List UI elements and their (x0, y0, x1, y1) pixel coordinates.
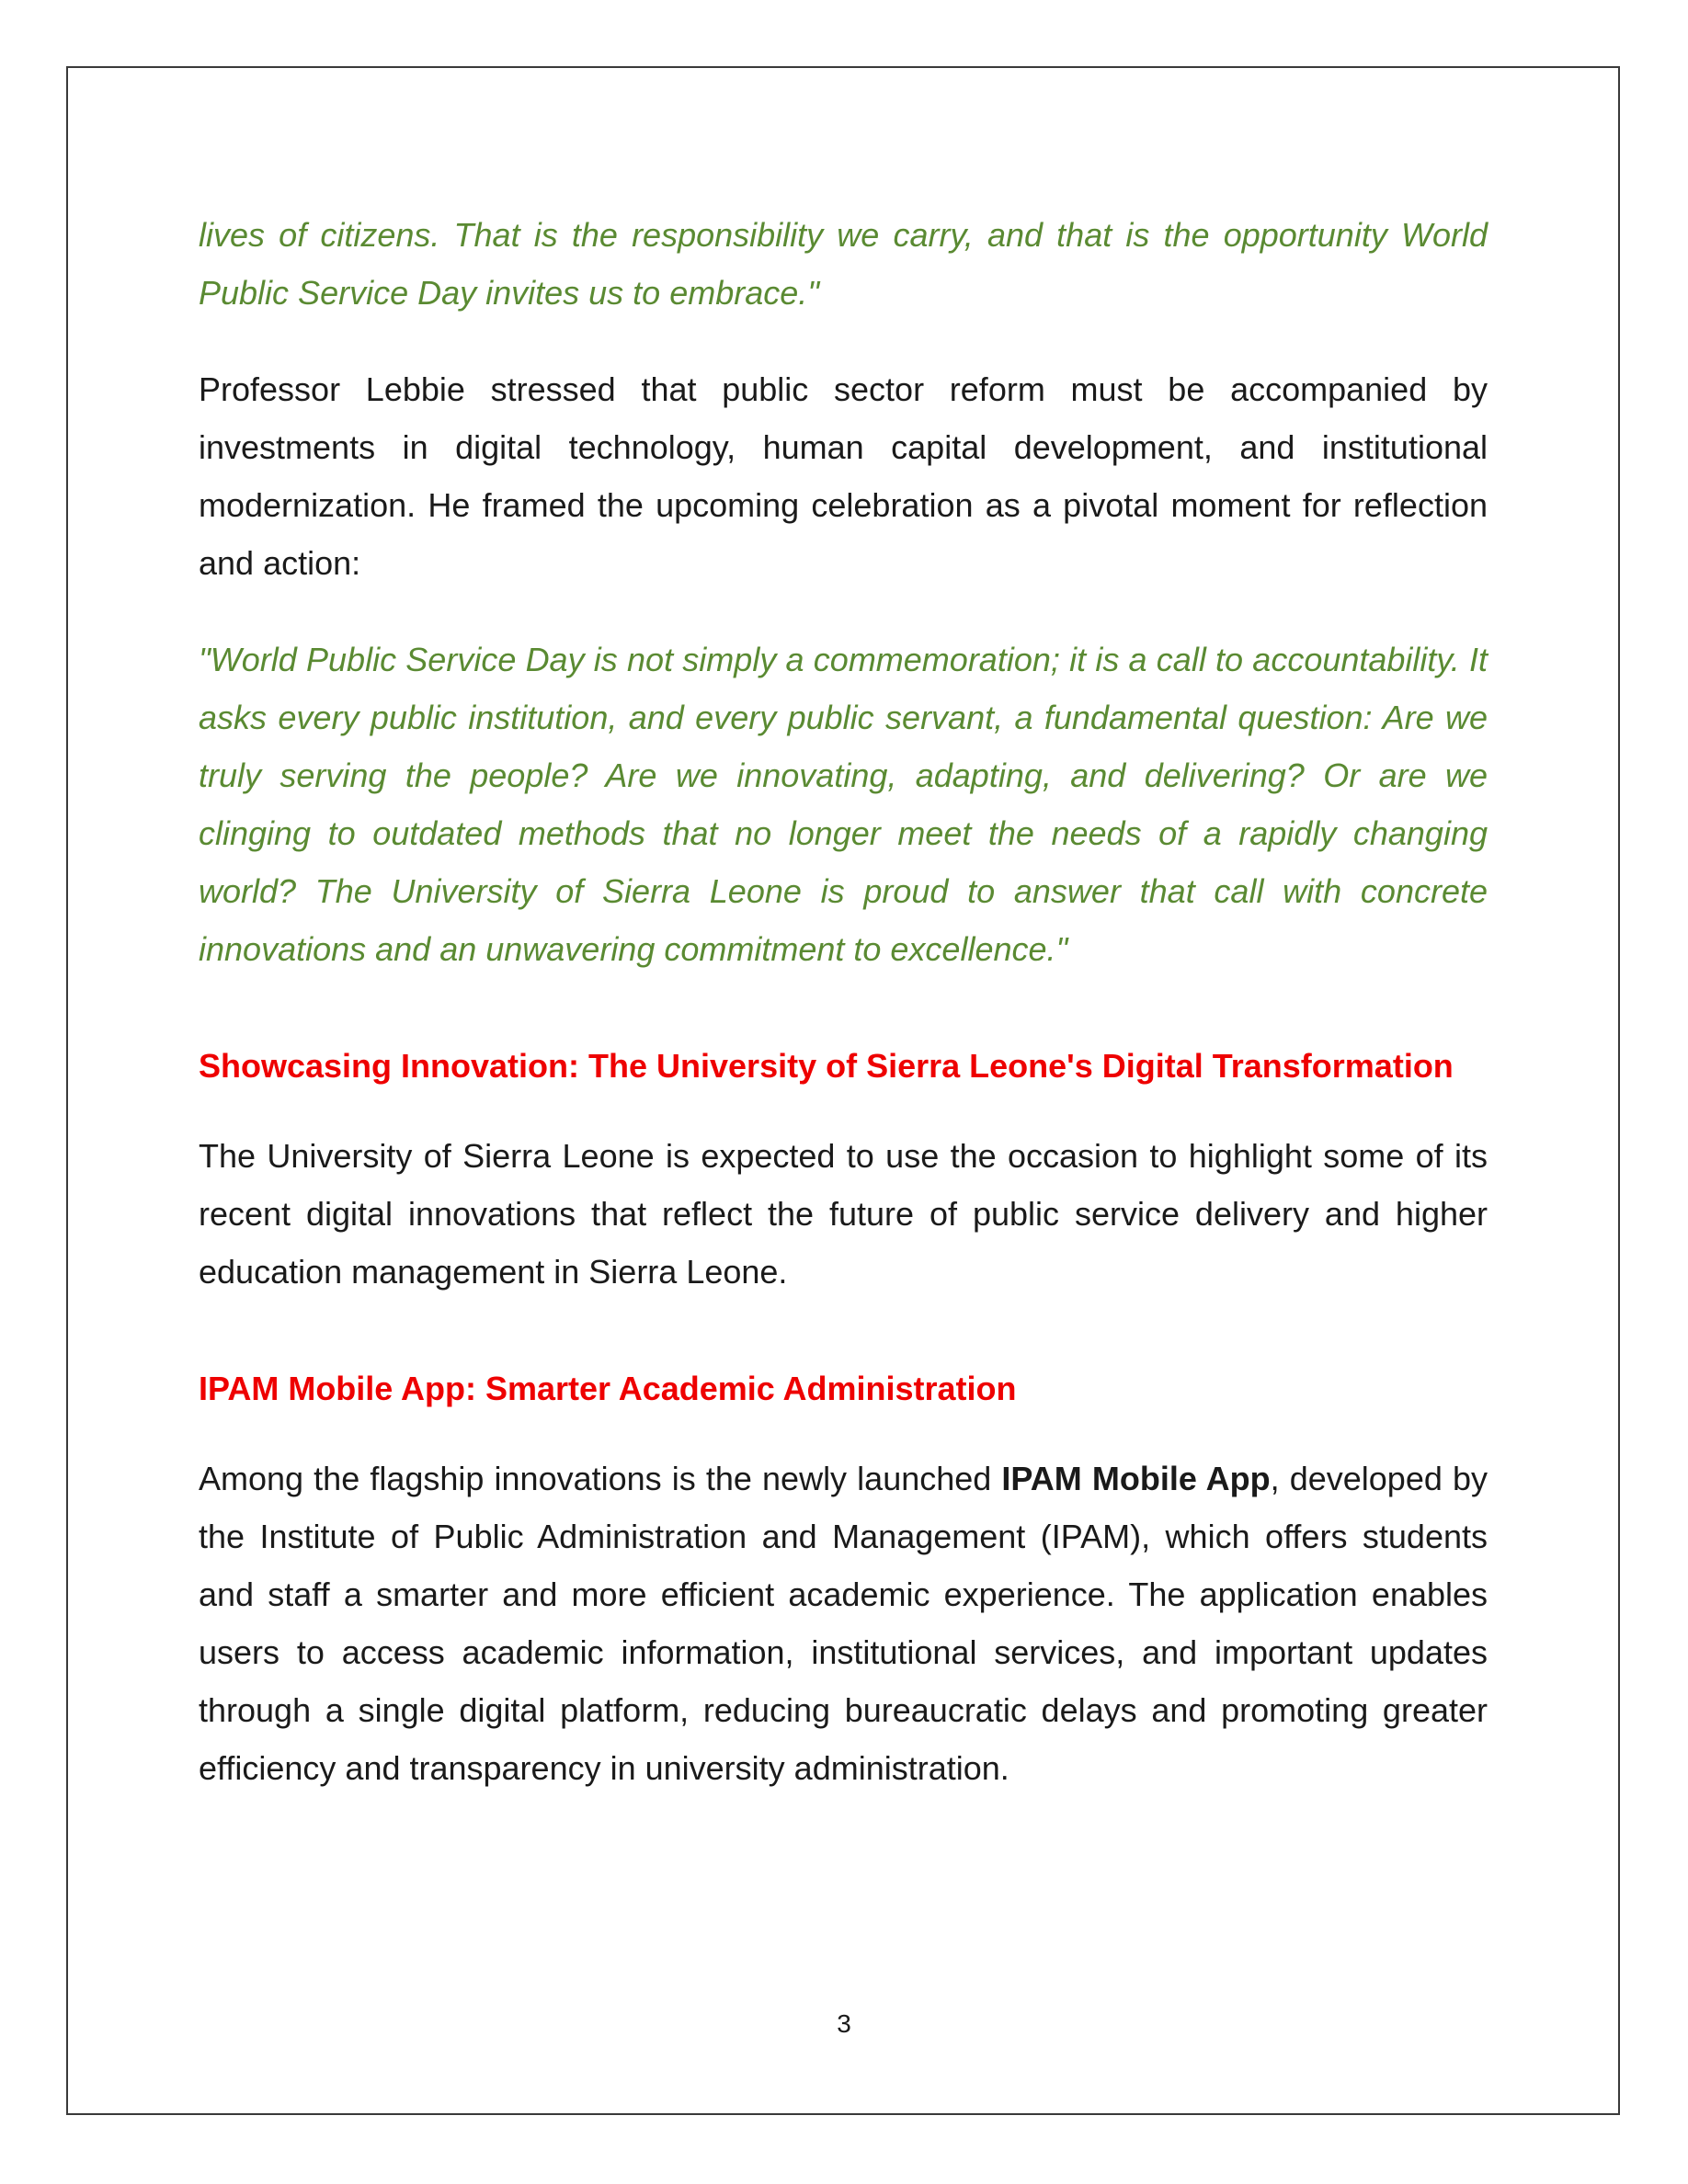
section-heading-ipam-mobile-app: IPAM Mobile App: Smarter Academic Administration (199, 1370, 1017, 1407)
ipam-app-name: IPAM Mobile App (1001, 1460, 1271, 1497)
document-body (199, 206, 1488, 1797)
paragraph-ipam-rest: , developed by the Institute of Public Administration and Management (IPAM), which offers students and staff a smarter and more efficient academic experience. The application enables users to access academic information, institutional services, and important updates through a single digital platform, reducing bureaucratic delays and promoting greater efficiency and transparency in university administration. (199, 1460, 1488, 1787)
paragraph-digital-innovations: The University of Sierra Leone is expected to use the occasion to highlight some of its recent digital innovations that reflect the future of public service delivery and higher education management in Sierra Leone. (199, 1137, 1488, 1291)
page-number: 3 (837, 2009, 851, 2038)
quote-world-public-service-day: "World Public Service Day is not simply a commemoration; it is a call to accountability. It asks every public institution, and every public servant, a fundamental question: Are we truly serving the people? Are we innovating, adapting, and delivering? Or are we clinging to outdated methods that no longer meet the needs of a rapidly changing world? The University of Sierra Leone is proud to answer that call with concrete innovations and an unwavering commitment to excellence." (199, 641, 1488, 968)
paragraph-lebbie-reform: Professor Lebbie stressed that public sector reform must be accompanied by investments in digital technology, human capital development, and institutional modernization. He framed the upcoming celebration as a pivotal moment for reflection and action: (199, 370, 1488, 582)
section-heading-showcasing-innovation: Showcasing Innovation: The University of Sierra Leone's Digital Transformation (199, 1047, 1454, 1085)
quote-continuation: lives of citizens. That is the responsibility we carry, and that is the opportunity World Public Service Day invites us to embrace." (199, 216, 1488, 312)
paragraph-ipam-app (199, 1450, 1488, 1797)
paragraph-ipam-lead: Among the flagship innovations is the newly launched (199, 1460, 1002, 1497)
